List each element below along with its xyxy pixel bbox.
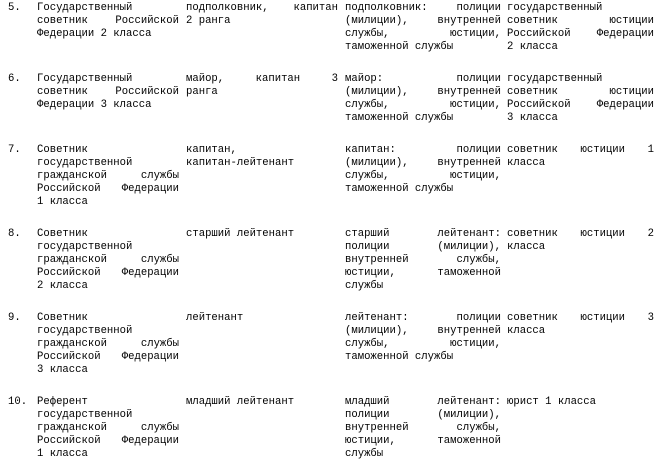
row-number: 6. bbox=[8, 73, 21, 85]
cell-line: советник Российской bbox=[37, 86, 179, 98]
cell-line: советник Российской bbox=[37, 15, 179, 27]
cell-line: 2 класса bbox=[37, 280, 88, 292]
civil-service-rank-cell bbox=[37, 144, 179, 209]
cell-line: гражданской службы bbox=[37, 254, 179, 266]
cell-line: старший лейтенант: bbox=[345, 228, 501, 240]
justice-rank-cell bbox=[507, 228, 654, 254]
cell-line: лейтенант: полиции bbox=[345, 312, 501, 324]
civil-service-rank-cell bbox=[37, 312, 179, 377]
cell-line: 3 класса bbox=[37, 364, 88, 376]
row-number: 9. bbox=[8, 312, 21, 324]
special-rank-cell bbox=[345, 396, 501, 461]
civil-service-rank-cell bbox=[37, 73, 179, 112]
cell-line: государственный bbox=[507, 73, 603, 85]
cell-line: таможенной службы bbox=[345, 351, 454, 363]
cell-line: (милиции), внутренней bbox=[345, 325, 501, 337]
justice-rank-cell bbox=[507, 73, 654, 125]
military-rank-cell bbox=[186, 2, 338, 28]
cell-line: 1 класса bbox=[37, 196, 88, 208]
cell-line: службы, юстиции, bbox=[345, 99, 501, 111]
cell-line: майор: полиции bbox=[345, 73, 501, 85]
cell-line: государственный bbox=[507, 2, 603, 14]
cell-line: класса bbox=[507, 241, 546, 253]
justice-rank-cell bbox=[507, 396, 654, 409]
cell-line: государственной bbox=[37, 241, 133, 253]
cell-line: Российской Федерации bbox=[37, 351, 179, 363]
cell-line: Российской Федерации bbox=[507, 28, 654, 40]
cell-line: юстиции, таможенной bbox=[345, 267, 501, 279]
cell-line: советник юстиции 3 bbox=[507, 312, 654, 324]
row-number: 7. bbox=[8, 144, 21, 156]
cell-line: службы, юстиции, bbox=[345, 28, 501, 40]
cell-line: Российской Федерации bbox=[37, 183, 179, 195]
cell-line: старший лейтенант bbox=[186, 228, 295, 240]
cell-line: советник юстиции 1 bbox=[507, 144, 654, 156]
cell-line: Советник bbox=[37, 228, 88, 240]
cell-line: внутренней службы, bbox=[345, 422, 501, 434]
cell-line: 2 класса bbox=[507, 41, 558, 53]
justice-rank-cell bbox=[507, 312, 654, 338]
cell-line: Советник bbox=[37, 144, 88, 156]
military-rank-cell bbox=[186, 396, 338, 409]
cell-line: (милиции), внутренней bbox=[345, 86, 501, 98]
cell-line: класса bbox=[507, 157, 546, 169]
military-rank-cell bbox=[186, 73, 338, 99]
cell-line: гражданской службы bbox=[37, 338, 179, 350]
cell-line: службы bbox=[345, 448, 384, 460]
cell-line: советник юстиции bbox=[507, 86, 654, 98]
civil-service-rank-cell bbox=[37, 2, 179, 41]
cell-line: капитан-лейтенант bbox=[186, 157, 295, 169]
cell-line: подполковник, капитан bbox=[186, 2, 338, 14]
cell-line: службы, юстиции, bbox=[345, 338, 501, 350]
cell-line: юстиции, таможенной bbox=[345, 435, 501, 447]
cell-line: 2 ранга bbox=[186, 15, 231, 27]
cell-line: Государственный bbox=[37, 73, 133, 85]
special-rank-cell bbox=[345, 144, 501, 196]
cell-line: таможенной службы bbox=[345, 183, 454, 195]
cell-line: таможенной службы bbox=[345, 41, 454, 53]
cell-line: советник юстиции bbox=[507, 15, 654, 27]
justice-rank-cell bbox=[507, 144, 654, 170]
cell-line: капитан, bbox=[186, 144, 237, 156]
cell-line: службы bbox=[345, 280, 384, 292]
cell-line: младший лейтенант bbox=[186, 396, 295, 408]
special-rank-cell bbox=[345, 73, 501, 125]
cell-line: Референт bbox=[37, 396, 88, 408]
cell-line: государственной bbox=[37, 409, 133, 421]
cell-line: Советник bbox=[37, 312, 88, 324]
cell-line: подполковник: полиции bbox=[345, 2, 501, 14]
cell-line: гражданской службы bbox=[37, 170, 179, 182]
row-number: 5. bbox=[8, 2, 21, 14]
cell-line: внутренней службы, bbox=[345, 254, 501, 266]
cell-line: 3 класса bbox=[507, 112, 558, 124]
special-rank-cell bbox=[345, 2, 501, 54]
cell-line: младший лейтенант: bbox=[345, 396, 501, 408]
special-rank-cell bbox=[345, 228, 501, 293]
row-number: 8. bbox=[8, 228, 21, 240]
cell-line: Российской Федерации bbox=[507, 99, 654, 111]
cell-line: (милиции), внутренней bbox=[345, 15, 501, 27]
justice-rank-cell bbox=[507, 2, 654, 54]
cell-line: капитан: полиции bbox=[345, 144, 501, 156]
cell-line: майор, капитан 3 bbox=[186, 73, 338, 85]
cell-line: 1 класса bbox=[37, 448, 88, 460]
cell-line: таможенной службы bbox=[345, 112, 454, 124]
cell-line: (милиции), внутренней bbox=[345, 157, 501, 169]
cell-line: класса bbox=[507, 325, 546, 337]
cell-line: Государственный bbox=[37, 2, 133, 14]
row-number: 10. bbox=[8, 396, 28, 408]
cell-line: государственной bbox=[37, 325, 133, 337]
cell-line: юрист 1 класса bbox=[507, 396, 597, 408]
civil-service-rank-cell bbox=[37, 228, 179, 293]
cell-line: Российской Федерации bbox=[37, 267, 179, 279]
military-rank-cell bbox=[186, 312, 338, 325]
cell-line: Федерации 3 класса bbox=[37, 99, 152, 111]
cell-line: службы, юстиции, bbox=[345, 170, 501, 182]
cell-line: государственной bbox=[37, 157, 133, 169]
cell-line: ранга bbox=[186, 86, 218, 98]
special-rank-cell bbox=[345, 312, 501, 364]
cell-line: Федерации 2 класса bbox=[37, 28, 152, 40]
military-rank-cell bbox=[186, 228, 338, 241]
cell-line: полиции (милиции), bbox=[345, 409, 501, 421]
cell-line: лейтенант bbox=[186, 312, 244, 324]
cell-line: Российской Федерации bbox=[37, 435, 179, 447]
military-rank-cell bbox=[186, 144, 338, 170]
civil-service-rank-cell bbox=[37, 396, 179, 461]
cell-line: полиции (милиции), bbox=[345, 241, 501, 253]
cell-line: советник юстиции 2 bbox=[507, 228, 654, 240]
cell-line: гражданской службы bbox=[37, 422, 179, 434]
